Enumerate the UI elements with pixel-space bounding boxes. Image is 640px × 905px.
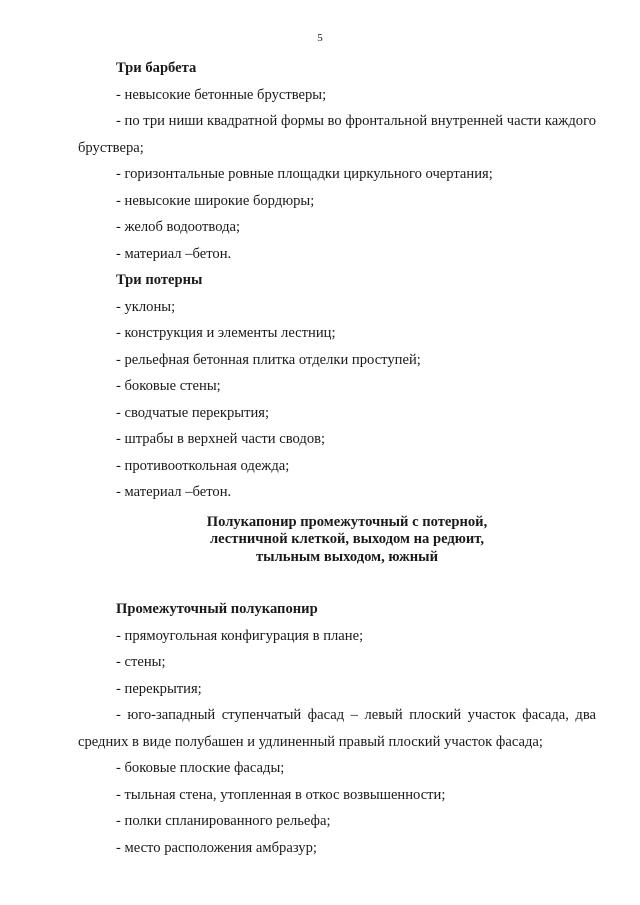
object-heading-line: Полукапонир промежуточный с потерной, (206, 513, 488, 530)
section-title: Три барбета (116, 60, 197, 76)
list-item: - уклоны; (116, 298, 176, 315)
document-body (78, 55, 596, 861)
section-barbettes (78, 55, 596, 267)
list-item: - невысокие бетонные брустверы; (116, 86, 327, 103)
list-item: - материал –бетон. (116, 245, 232, 262)
list-item: - полки спланированного рельефа; (116, 813, 331, 829)
object-heading (78, 514, 596, 567)
object-heading-line: тыльным выходом, южный (256, 548, 438, 565)
list-item: - желоб водоотвода; (116, 219, 241, 235)
page-number: 5 (317, 32, 323, 44)
list-item: - противооткольная одежда; (116, 457, 290, 474)
list-item: - юго-западный ступенчатый фасад – левый плоский участок фасада, два средних в виде полубашен и удлиненный правый плоский участок фасада; (78, 707, 596, 750)
list-item: - материал –бетон. (116, 484, 232, 500)
list-item: - боковые стены; (116, 378, 221, 394)
list-item: - конструкция и элементы лестниц; (116, 325, 336, 341)
list-item: - перекрытия; (116, 680, 202, 697)
list-item: - боковые плоские фасады; (116, 760, 285, 776)
section-half-caponier (78, 596, 596, 861)
list-item: - место расположения амбразур; (116, 839, 317, 856)
section-title: Три потерны (116, 272, 203, 288)
list-item: - штрабы в верхней части сводов; (116, 431, 326, 447)
list-item: - невысокие широкие бордюры; (116, 192, 315, 209)
list-item: - по три ниши квадратной формы во фронтальной внутренней части каждого бруствера; (78, 113, 596, 156)
list-item: - сводчатые перекрытия; (116, 404, 270, 421)
section-title: Промежуточный полукапонир (116, 601, 318, 617)
list-item: - горизонтальные ровные площадки циркульного очертания; (116, 166, 493, 182)
list-item: - стены; (116, 654, 166, 670)
list-item: - прямоугольная конфигурация в плане; (116, 627, 364, 644)
object-heading-line: лестничной клеткой, выходом на редюит, (209, 531, 485, 547)
list-item: - тыльная стена, утопленная в откос возвышенности; (116, 786, 446, 803)
list-item: - рельефная бетонная плитка отделки проступей; (116, 351, 421, 368)
section-posterns (78, 267, 596, 506)
